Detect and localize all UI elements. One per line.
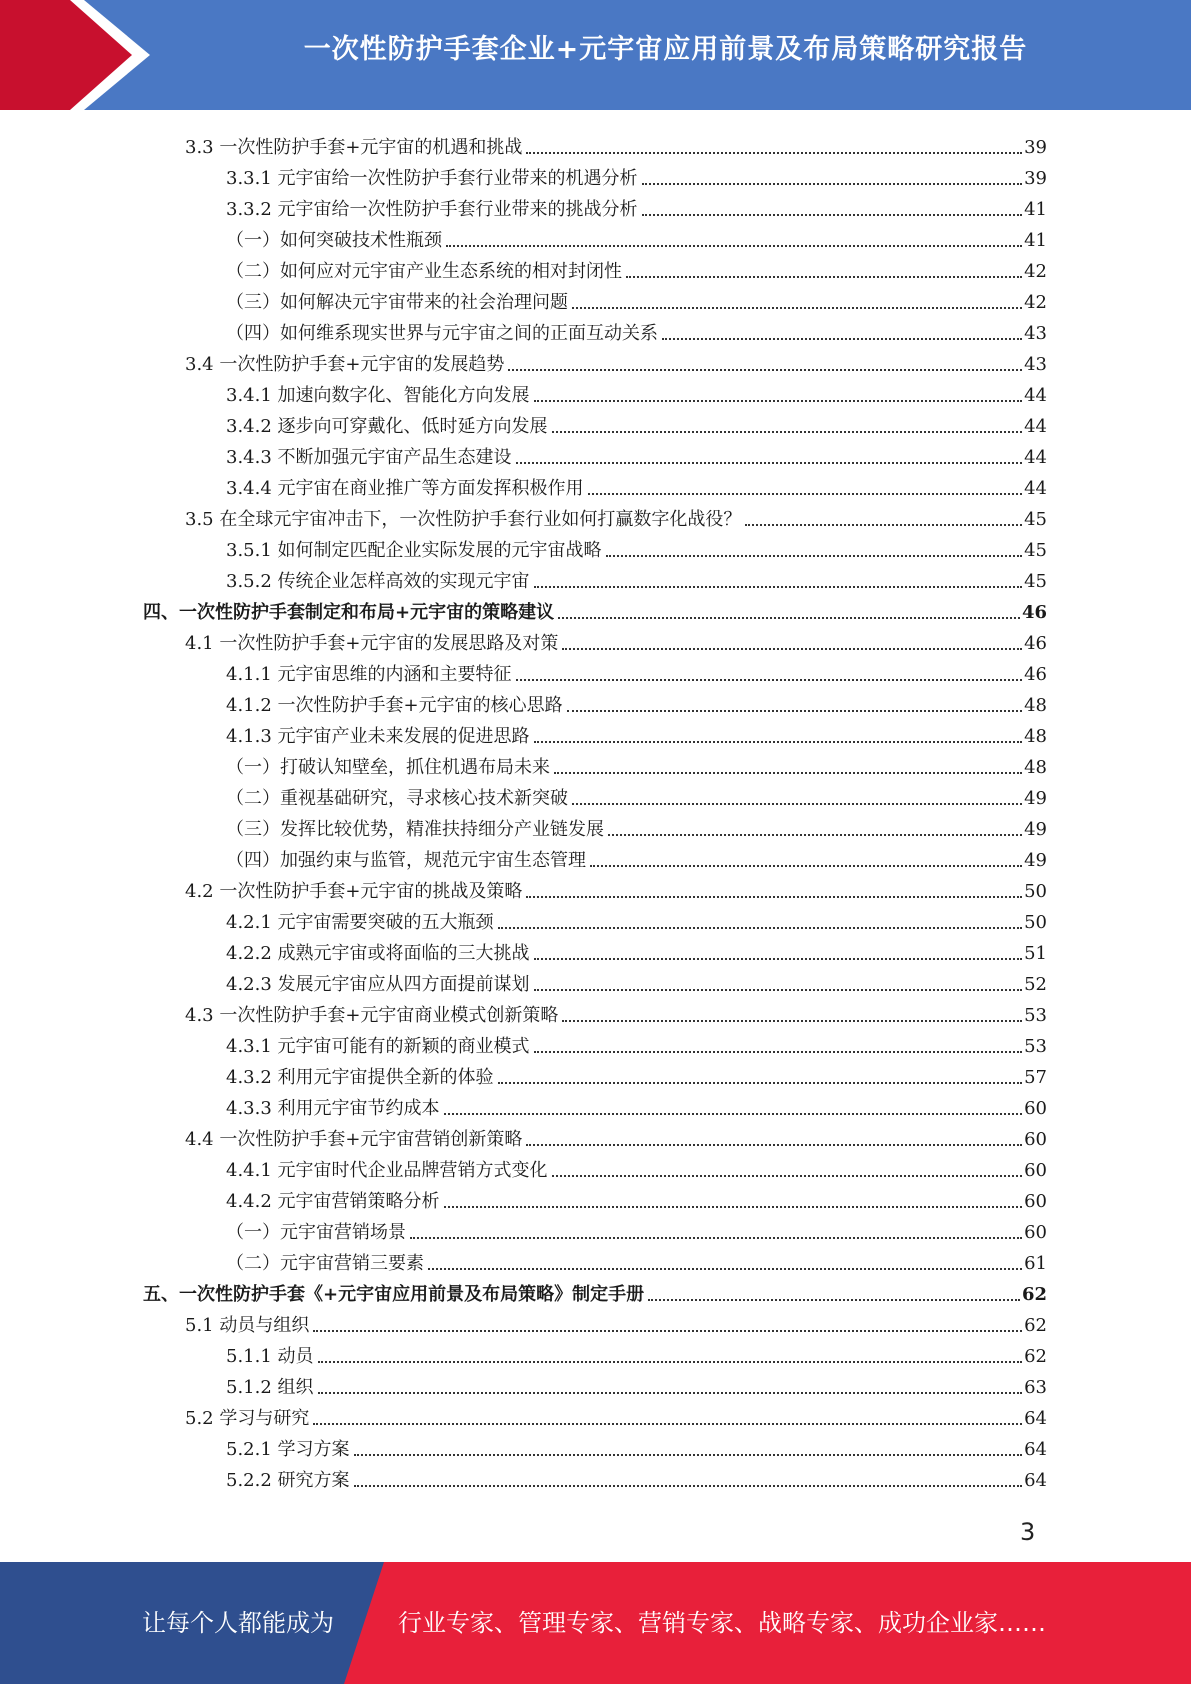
toc-entry-label: （二）重视基础研究，寻求核心技术新突破 — [226, 788, 568, 809]
toc-entry-page: 44 — [1024, 416, 1047, 437]
toc-entry[interactable] — [0, 190, 1191, 221]
toc-entry-label: 4.3.3 利用元宇宙节约成本 — [226, 1098, 440, 1119]
toc-entry-label: 4.3 一次性防护手套+元宇宙商业模式创新策略 — [185, 1005, 559, 1026]
toc-entry-page: 49 — [1024, 850, 1047, 871]
toc-entry-page: 63 — [1024, 1377, 1047, 1398]
toc-dot-leader — [608, 834, 1022, 836]
toc-dot-leader — [626, 276, 1022, 278]
toc-entry-page: 52 — [1024, 974, 1047, 995]
header-red-arrow — [0, 0, 150, 110]
toc-entry-label: 四、一次性防护手套制定和布局+元宇宙的策略建议 — [143, 602, 555, 623]
toc-entry-label: 4.4.1 元宇宙时代企业品牌营销方式变化 — [226, 1160, 548, 1181]
toc-entry-page: 42 — [1024, 292, 1047, 313]
toc-entry-label: 3.4 一次性防护手套+元宇宙的发展趋势 — [185, 354, 505, 375]
toc-dot-leader — [534, 586, 1023, 588]
toc-entry[interactable] — [0, 624, 1191, 655]
toc-entry-label: （二）如何应对元宇宙产业生态系统的相对封闭性 — [226, 261, 622, 282]
toc-entry-page: 62 — [1024, 1315, 1047, 1336]
toc-dot-leader — [554, 772, 1022, 774]
toc-entry-page: 45 — [1024, 540, 1047, 561]
toc-entry[interactable] — [0, 810, 1191, 841]
page-header — [0, 0, 1191, 110]
toc-entry[interactable] — [0, 1461, 1191, 1492]
toc-entry-page: 46 — [1024, 633, 1047, 654]
toc-entry-page: 44 — [1024, 478, 1047, 499]
toc-dot-leader — [354, 1454, 1023, 1456]
toc-entry[interactable] — [0, 314, 1191, 345]
toc-entry-page: 50 — [1024, 881, 1047, 902]
toc-entry-page: 61 — [1024, 1253, 1047, 1274]
toc-entry-label: 3.5.2 传统企业怎样高效的实现元宇宙 — [226, 571, 530, 592]
toc-entry[interactable] — [0, 128, 1191, 159]
toc-entry-page: 64 — [1024, 1470, 1047, 1491]
toc-entry[interactable] — [0, 1182, 1191, 1213]
toc-dot-leader — [508, 369, 1022, 371]
toc-entry[interactable] — [0, 407, 1191, 438]
toc-entry[interactable] — [0, 1213, 1191, 1244]
toc-entry[interactable] — [0, 965, 1191, 996]
toc-entry-label: 4.4 一次性防护手套+元宇宙营销创新策略 — [185, 1129, 523, 1150]
footer-slogan-left: 让每个人都能成为 — [142, 1609, 334, 1637]
toc-entry[interactable] — [0, 159, 1191, 190]
toc-entry[interactable] — [0, 1430, 1191, 1461]
toc-entry-label: 4.3.1 元宇宙可能有的新颖的商业模式 — [226, 1036, 530, 1057]
toc-dot-leader — [498, 927, 1023, 929]
toc-entry-page: 41 — [1024, 199, 1047, 220]
toc-entry-page: 62 — [1024, 1346, 1047, 1367]
toc-entry-label: 3.5.1 如何制定匹配企业实际发展的元宇宙战略 — [226, 540, 602, 561]
toc-entry-label: 4.1.3 元宇宙产业未来发展的促进思路 — [226, 726, 530, 747]
toc-entry[interactable] — [0, 1027, 1191, 1058]
page-number: 3 — [1020, 1518, 1036, 1546]
toc-dot-leader — [567, 710, 1022, 712]
toc-entry[interactable] — [0, 1306, 1191, 1337]
toc-entry-label: 5.2.1 学习方案 — [226, 1439, 350, 1460]
toc-entry-page: 43 — [1024, 323, 1047, 344]
toc-entry-page: 45 — [1024, 571, 1047, 592]
toc-entry-label: 3.3 一次性防护手套+元宇宙的机遇和挑战 — [185, 137, 523, 158]
toc-dot-leader — [588, 493, 1023, 495]
toc-dot-leader — [572, 803, 1022, 805]
toc-entry-label: 4.2.2 成熟元宇宙或将面临的三大挑战 — [226, 943, 530, 964]
toc-entry-page: 60 — [1024, 1191, 1047, 1212]
toc-dot-leader — [745, 524, 1022, 526]
toc-dot-leader — [562, 1020, 1022, 1022]
toc-entry-page: 53 — [1024, 1005, 1047, 1026]
toc-entry-label: （四）如何维系现实世界与元宇宙之间的正面互动关系 — [226, 323, 658, 344]
toc-entry-label: （二）元宇宙营销三要素 — [226, 1253, 424, 1274]
toc-dot-leader — [572, 307, 1022, 309]
toc-dot-leader — [642, 214, 1023, 216]
toc-entry[interactable] — [0, 1244, 1191, 1275]
toc-entry-page: 44 — [1024, 385, 1047, 406]
toc-dot-leader — [562, 648, 1022, 650]
toc-entry[interactable] — [0, 1151, 1191, 1182]
toc-entry[interactable] — [0, 1337, 1191, 1368]
toc-dot-leader — [662, 338, 1022, 340]
toc-entry-page: 51 — [1024, 943, 1047, 964]
toc-dot-leader — [313, 1330, 1022, 1332]
toc-entry-label: （三）发挥比较优势，精准扶持细分产业链发展 — [226, 819, 604, 840]
toc-dot-leader — [590, 865, 1022, 867]
toc-entry[interactable] — [0, 252, 1191, 283]
toc-entry[interactable] — [0, 996, 1191, 1027]
toc-entry-page: 48 — [1024, 757, 1047, 778]
page-footer — [0, 1562, 1191, 1684]
toc-entry-label: 4.2.1 元宇宙需要突破的五大瓶颈 — [226, 912, 494, 933]
toc-entry-page: 49 — [1024, 788, 1047, 809]
toc-dot-leader — [534, 958, 1023, 960]
toc-dot-leader — [534, 989, 1023, 991]
toc-entry-label: （三）如何解决元宇宙带来的社会治理问题 — [226, 292, 568, 313]
toc-dot-leader — [534, 400, 1023, 402]
toc-dot-leader — [552, 431, 1023, 433]
toc-entry-page: 45 — [1024, 509, 1047, 530]
toc-entry-label: （一）如何突破技术性瓶颈 — [226, 230, 442, 251]
toc-entry-label: 4.1.2 一次性防护手套+元宇宙的核心思路 — [226, 695, 563, 716]
toc-entry[interactable] — [0, 717, 1191, 748]
toc-entry-page: 60 — [1024, 1222, 1047, 1243]
toc-entry-label: 4.4.2 元宇宙营销策略分析 — [226, 1191, 440, 1212]
toc-entry-label: （一）元宇宙营销场景 — [226, 1222, 406, 1243]
toc-dot-leader — [446, 245, 1022, 247]
toc-entry-label: 4.2 一次性防护手套+元宇宙的挑战及策略 — [185, 881, 523, 902]
toc-entry[interactable] — [0, 345, 1191, 376]
toc-dot-leader — [534, 741, 1023, 743]
toc-entry[interactable] — [0, 655, 1191, 686]
toc-entry[interactable] — [0, 221, 1191, 252]
toc-dot-leader — [313, 1423, 1022, 1425]
toc-entry[interactable] — [0, 903, 1191, 934]
toc-dot-leader — [516, 679, 1023, 681]
toc-entry-page: 64 — [1024, 1408, 1047, 1429]
toc-dot-leader — [498, 1082, 1023, 1084]
toc-dot-leader — [318, 1392, 1023, 1394]
toc-entry-label: 4.3.2 利用元宇宙提供全新的体验 — [226, 1067, 494, 1088]
toc-dot-leader — [410, 1237, 1022, 1239]
toc-entry-page: 60 — [1024, 1098, 1047, 1119]
toc-entry-label: 3.3.2 元宇宙给一次性防护手套行业带来的挑战分析 — [226, 199, 638, 220]
toc-entry-page: 39 — [1024, 137, 1047, 158]
toc-entry[interactable] — [0, 1058, 1191, 1089]
toc-entry[interactable] — [0, 438, 1191, 469]
toc-entry-label: 3.4.1 加速向数字化、智能化方向发展 — [226, 385, 530, 406]
toc-entry[interactable] — [0, 593, 1191, 624]
toc-entry[interactable] — [0, 1120, 1191, 1151]
toc-dot-leader — [444, 1206, 1023, 1208]
toc-dot-leader — [354, 1485, 1023, 1487]
toc-entry[interactable] — [0, 376, 1191, 407]
toc-entry-page: 48 — [1024, 695, 1047, 716]
toc-entry-label: 3.4.3 不断加强元宇宙产品生态建设 — [226, 447, 512, 468]
toc-entry-label: 5.1.2 组织 — [226, 1377, 314, 1398]
toc-dot-leader — [552, 1175, 1023, 1177]
toc-entry-label: 4.1.1 元宇宙思维的内涵和主要特征 — [226, 664, 512, 685]
toc-entry-page: 48 — [1024, 726, 1047, 747]
toc-entry-page: 41 — [1024, 230, 1047, 251]
toc-entry[interactable] — [0, 748, 1191, 779]
toc-entry-label: 4.1 一次性防护手套+元宇宙的发展思路及对策 — [185, 633, 559, 654]
toc-entry-page: 39 — [1024, 168, 1047, 189]
toc-entry[interactable] — [0, 531, 1191, 562]
toc-entry-page: 49 — [1024, 819, 1047, 840]
toc-dot-leader — [318, 1361, 1023, 1363]
toc-entry[interactable] — [0, 283, 1191, 314]
toc-entry-page: 42 — [1024, 261, 1047, 282]
toc-dot-leader — [444, 1113, 1023, 1115]
report-title: 一次性防护手套企业+元宇宙应用前景及布局策略研究报告 — [303, 34, 1028, 65]
toc-entry[interactable] — [0, 562, 1191, 593]
toc-entry-page: 53 — [1024, 1036, 1047, 1057]
toc-entry[interactable] — [0, 469, 1191, 500]
toc-entry[interactable] — [0, 686, 1191, 717]
toc-entry[interactable] — [0, 872, 1191, 903]
toc-entry[interactable] — [0, 1368, 1191, 1399]
toc-dot-leader — [526, 1144, 1022, 1146]
toc-entry[interactable] — [0, 779, 1191, 810]
toc-entry-label: 4.2.3 发展元宇宙应从四方面提前谋划 — [226, 974, 530, 995]
toc-entry-label: 3.4.4 元宇宙在商业推广等方面发挥积极作用 — [226, 478, 584, 499]
toc-dot-leader — [516, 462, 1023, 464]
toc-entry[interactable] — [0, 841, 1191, 872]
toc-entry[interactable] — [0, 1275, 1191, 1306]
toc-dot-leader — [558, 617, 1020, 619]
toc-entry-page: 43 — [1024, 354, 1047, 375]
toc-entry-page: 44 — [1024, 447, 1047, 468]
toc-dot-leader — [428, 1268, 1022, 1270]
toc-entry-label: 3.5 在全球元宇宙冲击下，一次性防护手套行业如何打赢数字化战役？ — [185, 509, 742, 530]
toc-entry-label: （四）加强约束与监管，规范元宇宙生态管理 — [226, 850, 586, 871]
toc-entry-label: 5.1 动员与组织 — [185, 1315, 310, 1336]
toc-entry-label: 3.4.2 逐步向可穿戴化、低时延方向发展 — [226, 416, 548, 437]
toc-entry-page: 62 — [1021, 1284, 1047, 1305]
toc-entry-label: 5.2.2 研究方案 — [226, 1470, 350, 1491]
toc-entry-label: 5.1.1 动员 — [226, 1346, 314, 1367]
toc-dot-leader — [534, 1051, 1023, 1053]
toc-entry-label: 五、一次性防护手套《+元宇宙应用前景及布局策略》制定手册 — [143, 1284, 645, 1305]
toc-entry-page: 50 — [1024, 912, 1047, 933]
toc-entry[interactable] — [0, 500, 1191, 531]
toc-dot-leader — [526, 152, 1022, 154]
toc-entry[interactable] — [0, 1399, 1191, 1430]
toc-entry[interactable] — [0, 1089, 1191, 1120]
toc-entry-page: 60 — [1024, 1160, 1047, 1181]
toc-entry-label: 3.3.1 元宇宙给一次性防护手套行业带来的机遇分析 — [226, 168, 638, 189]
toc-entry-label: （一）打破认知壁垒，抓住机遇布局未来 — [226, 757, 550, 778]
toc-dot-leader — [606, 555, 1023, 557]
toc-entry-page: 46 — [1024, 664, 1047, 685]
footer-slogan-right: 行业专家、管理专家、营销专家、战略专家、成功企业家…… — [398, 1609, 1046, 1637]
toc-entry[interactable] — [0, 934, 1191, 965]
toc-entry-page: 46 — [1021, 602, 1047, 623]
toc-dot-leader — [526, 896, 1022, 898]
toc-entry-label: 5.2 学习与研究 — [185, 1408, 310, 1429]
toc-entry-page: 57 — [1024, 1067, 1047, 1088]
toc-entry-page: 60 — [1024, 1129, 1047, 1150]
toc-dot-leader — [642, 183, 1023, 185]
toc-entry-page: 64 — [1024, 1439, 1047, 1460]
toc-dot-leader — [648, 1299, 1020, 1301]
